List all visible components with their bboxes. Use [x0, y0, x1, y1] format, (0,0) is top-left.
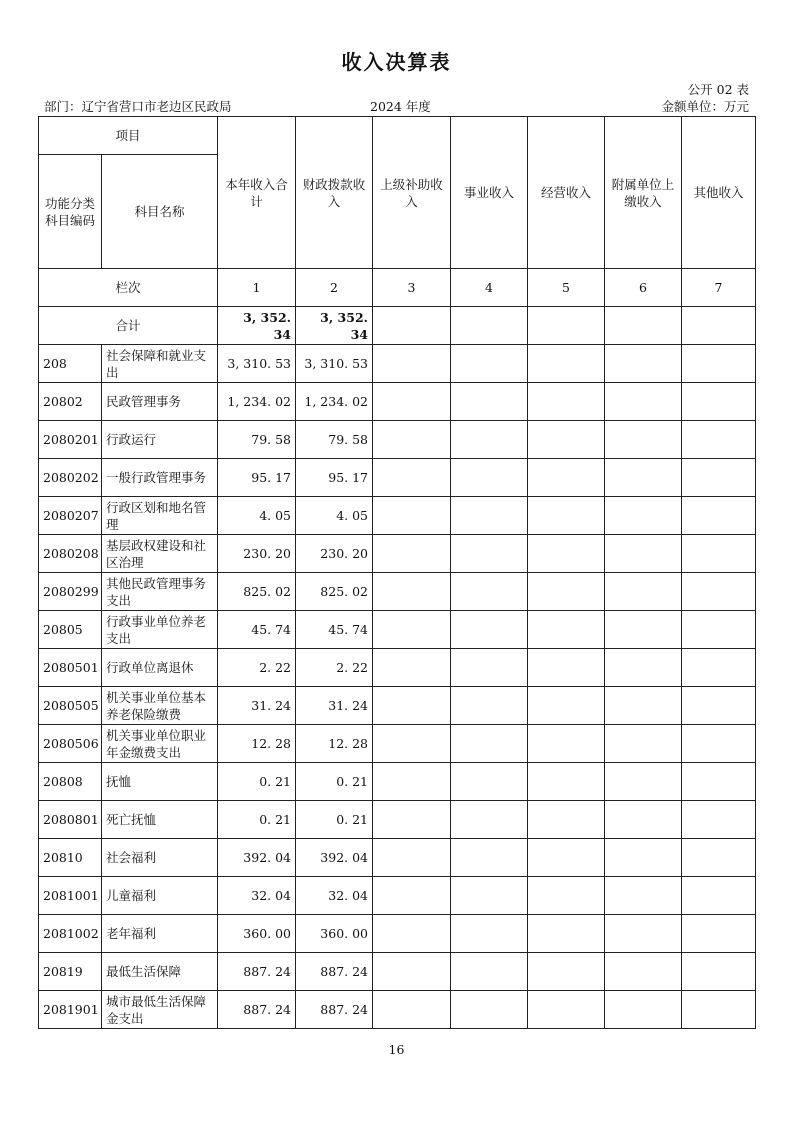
amount-unit: 金额单位：万元 [661, 99, 749, 114]
table-row [39, 459, 756, 497]
empty-cell [451, 649, 528, 687]
empty-cell [373, 953, 451, 991]
column-index-row [39, 269, 756, 307]
table-row [39, 839, 756, 877]
empty-cell [682, 421, 756, 459]
empty-cell [451, 953, 528, 991]
table-row [39, 953, 756, 991]
amount-col2-cell: 887. 24 [296, 991, 373, 1029]
subject-code-cell: 2081901 [39, 991, 102, 1029]
empty-cell [373, 687, 451, 725]
table-row [39, 991, 756, 1029]
amount-col2-cell: 2. 22 [296, 649, 373, 687]
subject-code-cell: 2080207 [39, 497, 102, 535]
empty-cell [528, 649, 605, 687]
empty-cell [451, 573, 528, 611]
empty-cell [451, 839, 528, 877]
empty-cell [605, 839, 682, 877]
table-row [39, 573, 756, 611]
amount-col2-cell: 32. 04 [296, 877, 373, 915]
subject-name-cell: 最低生活保障 [102, 953, 218, 991]
empty-cell [605, 801, 682, 839]
header-func-code: 功能分类科目编码 [39, 155, 102, 269]
empty-cell [528, 763, 605, 801]
total-col1: 3, 352. 34 [218, 307, 296, 345]
empty-cell [528, 915, 605, 953]
amount-col2-cell: 825. 02 [296, 573, 373, 611]
subject-name-cell: 老年福利 [102, 915, 218, 953]
subject-name-cell: 抚恤 [102, 763, 218, 801]
table-row [39, 915, 756, 953]
amount-col2-cell: 31. 24 [296, 687, 373, 725]
empty-cell [451, 725, 528, 763]
header-col7: 其他收入 [682, 117, 756, 269]
empty-cell [682, 725, 756, 763]
column-index-label: 栏次 [39, 269, 218, 307]
empty-cell [373, 573, 451, 611]
empty-cell [682, 459, 756, 497]
subject-name-cell: 机关事业单位职业年金缴费支出 [102, 725, 218, 763]
table-row [39, 649, 756, 687]
amount-col1-cell: 392. 04 [218, 839, 296, 877]
subject-name-cell: 一般行政管理事务 [102, 459, 218, 497]
empty-cell [373, 421, 451, 459]
subject-name-cell: 儿童福利 [102, 877, 218, 915]
empty-cell [605, 953, 682, 991]
subject-name-cell: 其他民政管理事务支出 [102, 573, 218, 611]
table-row [39, 383, 756, 421]
empty-cell [605, 877, 682, 915]
subject-name-cell: 行政事业单位养老支出 [102, 611, 218, 649]
empty-cell [373, 877, 451, 915]
table-row [39, 763, 756, 801]
subject-code-cell: 2080208 [39, 535, 102, 573]
table-row [39, 611, 756, 649]
column-index-6: 6 [605, 269, 682, 307]
subject-code-cell: 2080201 [39, 421, 102, 459]
amount-col2-cell: 0. 21 [296, 763, 373, 801]
amount-col2-cell: 392. 04 [296, 839, 373, 877]
empty-cell [528, 877, 605, 915]
empty-cell [528, 497, 605, 535]
empty-cell [373, 459, 451, 497]
fiscal-year: 2024 年度 [370, 99, 431, 114]
empty-cell [528, 687, 605, 725]
empty-cell [605, 459, 682, 497]
empty-cell [528, 725, 605, 763]
empty-cell [451, 611, 528, 649]
empty-cell [451, 535, 528, 573]
empty-cell [682, 383, 756, 421]
total-row [39, 307, 756, 345]
subject-name-cell: 社会保障和就业支出 [102, 345, 218, 383]
amount-col2-cell: 79. 58 [296, 421, 373, 459]
table-row [39, 421, 756, 459]
empty-cell [682, 915, 756, 953]
empty-cell [605, 611, 682, 649]
empty-cell [373, 345, 451, 383]
empty-cell [682, 573, 756, 611]
empty-cell [373, 725, 451, 763]
empty-cell [605, 383, 682, 421]
amount-col1-cell: 0. 21 [218, 763, 296, 801]
empty-cell [682, 345, 756, 383]
table-row [39, 535, 756, 573]
table-body [39, 345, 756, 1029]
empty-cell [528, 535, 605, 573]
amount-col1-cell: 45. 74 [218, 611, 296, 649]
table-row [39, 801, 756, 839]
amount-col1-cell: 230. 20 [218, 535, 296, 573]
header-subject-name: 科目名称 [102, 155, 218, 269]
amount-col1-cell: 360. 00 [218, 915, 296, 953]
empty-cell [528, 573, 605, 611]
header-row-1 [39, 117, 756, 155]
empty-cell [528, 421, 605, 459]
empty-cell [373, 801, 451, 839]
total-col2: 3, 352. 34 [296, 307, 373, 345]
empty-cell [451, 915, 528, 953]
empty-cell [451, 383, 528, 421]
amount-col1-cell: 2. 22 [218, 649, 296, 687]
amount-col1-cell: 32. 04 [218, 877, 296, 915]
amount-col1-cell: 31. 24 [218, 687, 296, 725]
empty-cell [451, 991, 528, 1029]
empty-cell [682, 649, 756, 687]
amount-col1-cell: 95. 17 [218, 459, 296, 497]
empty-cell [528, 953, 605, 991]
amount-col1-cell: 887. 24 [218, 991, 296, 1029]
empty-cell [451, 801, 528, 839]
empty-cell [528, 611, 605, 649]
column-index-2: 2 [296, 269, 373, 307]
empty-cell [682, 687, 756, 725]
amount-col2-cell: 887. 24 [296, 953, 373, 991]
empty-cell [682, 535, 756, 573]
subject-code-cell: 20808 [39, 763, 102, 801]
empty-cell [682, 611, 756, 649]
empty-cell [373, 649, 451, 687]
column-index-7: 7 [682, 269, 756, 307]
column-index-5: 5 [528, 269, 605, 307]
empty-cell [451, 687, 528, 725]
empty-cell [605, 725, 682, 763]
subject-code-cell: 20802 [39, 383, 102, 421]
empty-cell [528, 991, 605, 1029]
column-index-4: 4 [451, 269, 528, 307]
empty-cell [682, 953, 756, 991]
empty-cell [682, 991, 756, 1029]
empty-cell [605, 915, 682, 953]
subject-name-cell: 机关事业单位基本养老保险缴费 [102, 687, 218, 725]
amount-col2-cell: 12. 28 [296, 725, 373, 763]
empty-cell [682, 839, 756, 877]
header-item: 项目 [39, 117, 218, 155]
subject-code-cell: 2081001 [39, 877, 102, 915]
amount-col2-cell: 230. 20 [296, 535, 373, 573]
empty-cell [451, 877, 528, 915]
subject-name-cell: 行政单位离退休 [102, 649, 218, 687]
subject-name-cell: 行政运行 [102, 421, 218, 459]
amount-col2-cell: 45. 74 [296, 611, 373, 649]
empty-cell [373, 991, 451, 1029]
empty-cell [682, 763, 756, 801]
amount-col2-cell: 360. 00 [296, 915, 373, 953]
empty-cell [373, 535, 451, 573]
form-number: 公开 02 表 [687, 82, 749, 97]
amount-col2-cell: 4. 05 [296, 497, 373, 535]
amount-col1-cell: 4. 05 [218, 497, 296, 535]
amount-col1-cell: 1, 234. 02 [218, 383, 296, 421]
header-col2: 财政拨款收入 [296, 117, 373, 269]
header-col3: 上级补助收入 [373, 117, 451, 269]
subject-name-cell: 城市最低生活保障金支出 [102, 991, 218, 1029]
empty-cell [528, 801, 605, 839]
empty-cell [605, 763, 682, 801]
subject-code-cell: 2080801 [39, 801, 102, 839]
subject-code-cell: 2080299 [39, 573, 102, 611]
amount-col1-cell: 0. 21 [218, 801, 296, 839]
amount-col1-cell: 79. 58 [218, 421, 296, 459]
subject-code-cell: 20819 [39, 953, 102, 991]
empty-cell [605, 535, 682, 573]
header-col5: 经营收入 [528, 117, 605, 269]
table-row [39, 877, 756, 915]
empty-cell [605, 345, 682, 383]
header-col1: 本年收入合计 [218, 117, 296, 269]
header-col4: 事业收入 [451, 117, 528, 269]
table-row [39, 725, 756, 763]
header-col6: 附属单位上缴收入 [605, 117, 682, 269]
table-row [39, 345, 756, 383]
subject-name-cell: 死亡抚恤 [102, 801, 218, 839]
empty-cell [373, 383, 451, 421]
empty-cell [528, 383, 605, 421]
subject-name-cell: 社会福利 [102, 839, 218, 877]
empty-cell [373, 915, 451, 953]
subject-code-cell: 2080505 [39, 687, 102, 725]
subject-name-cell: 民政管理事务 [102, 383, 218, 421]
empty-cell [528, 459, 605, 497]
empty-cell [682, 801, 756, 839]
page-title: 收入决算表 [341, 50, 452, 74]
department-label: 部门：辽宁省营口市老边区民政局 [44, 99, 232, 114]
amount-col1-cell: 825. 02 [218, 573, 296, 611]
amount-col1-cell: 887. 24 [218, 953, 296, 991]
column-index-3: 3 [373, 269, 451, 307]
empty-cell [605, 421, 682, 459]
subject-code-cell: 2080506 [39, 725, 102, 763]
table-row [39, 687, 756, 725]
empty-cell [605, 687, 682, 725]
empty-cell [682, 497, 756, 535]
subject-code-cell: 20810 [39, 839, 102, 877]
amount-col1-cell: 3, 310. 53 [218, 345, 296, 383]
amount-col2-cell: 1, 234. 02 [296, 383, 373, 421]
subject-code-cell: 208 [39, 345, 102, 383]
empty-cell [605, 649, 682, 687]
amount-col2-cell: 3, 310. 53 [296, 345, 373, 383]
empty-cell [451, 421, 528, 459]
empty-cell [451, 763, 528, 801]
amount-col2-cell: 95. 17 [296, 459, 373, 497]
empty-cell [605, 573, 682, 611]
page-number: 16 [388, 1042, 405, 1057]
empty-cell [373, 497, 451, 535]
column-index-1: 1 [218, 269, 296, 307]
empty-cell [605, 991, 682, 1029]
empty-cell [605, 497, 682, 535]
subject-code-cell: 2080202 [39, 459, 102, 497]
empty-cell [682, 877, 756, 915]
empty-cell [373, 611, 451, 649]
subject-code-cell: 2080501 [39, 649, 102, 687]
table-row [39, 497, 756, 535]
empty-cell [528, 345, 605, 383]
subject-code-cell: 20805 [39, 611, 102, 649]
empty-cell [451, 459, 528, 497]
empty-cell [528, 839, 605, 877]
empty-cell [451, 345, 528, 383]
empty-cell [373, 839, 451, 877]
subject-code-cell: 2081002 [39, 915, 102, 953]
income-final-accounts-table [38, 116, 756, 1029]
empty-cell [451, 497, 528, 535]
subject-name-cell: 基层政权建设和社区治理 [102, 535, 218, 573]
empty-cell [373, 763, 451, 801]
amount-col1-cell: 12. 28 [218, 725, 296, 763]
total-label: 合计 [39, 307, 218, 345]
subject-name-cell: 行政区划和地名管理 [102, 497, 218, 535]
amount-col2-cell: 0. 21 [296, 801, 373, 839]
